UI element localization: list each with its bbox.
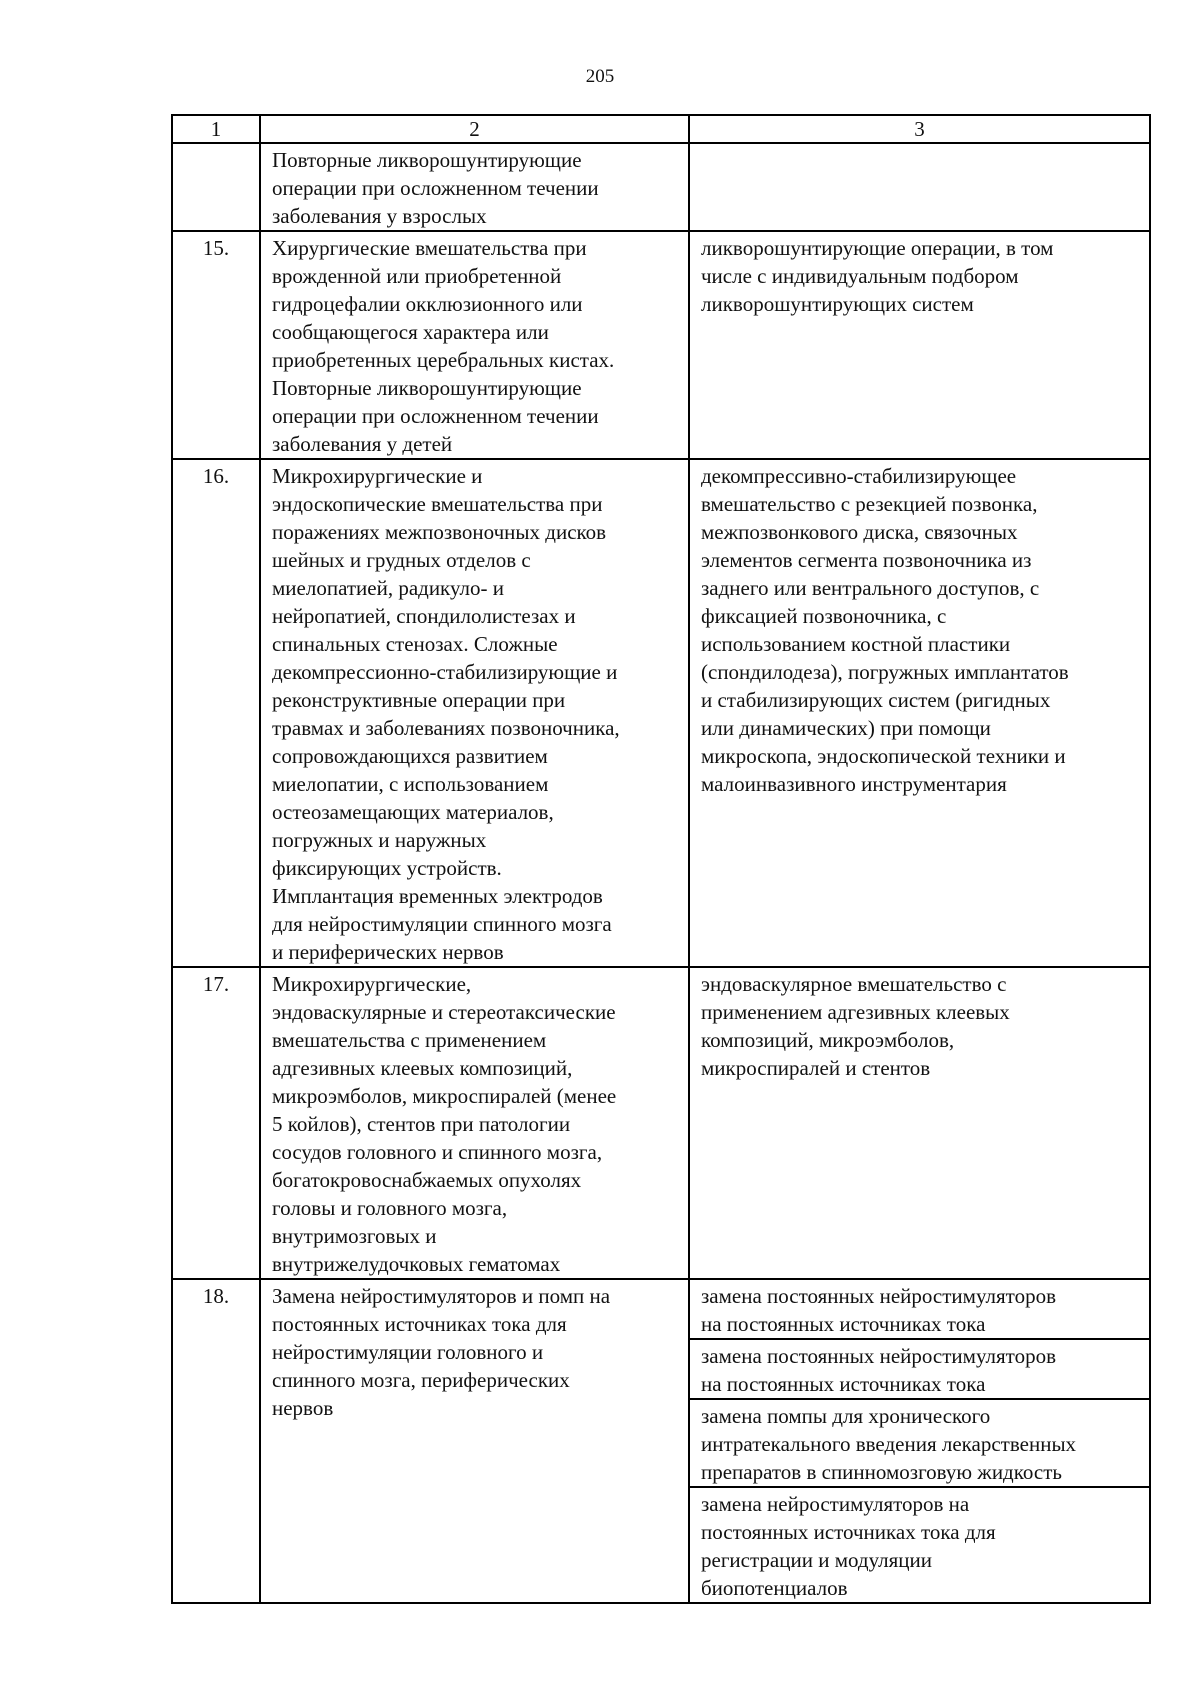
condition-text: Микрохирургические, эндоваскулярные и стереотаксические вмешательства с применением адгезивных клеевых композиций, микроэмболов, микроспиралей (менее 5 койлов), стентов при патологии сосудов головного и спинного мозга, богатокровоснабжаемых опухолях головы и головного мозга, внутримозговых и внутрижелудочковых гематомах	[272, 972, 617, 1276]
condition-cell	[260, 967, 689, 1279]
header-col-1: 1	[172, 115, 260, 143]
condition-cell	[260, 231, 689, 459]
page-number: 205	[585, 66, 615, 87]
condition-text: Микрохирургические и эндоскопические вмешательства при поражениях межпозвоночных дисков шейных и грудных отделов с миелопатией, радикуло- и нейропатией, спондилолистезах и спинальных стенозах. Сложные декомпрессионно-стабилизирующие и реконструктивные операции при травмах и заболеваниях позвоночника, сопровождающихся развитием миелопатии, с использованием остеозамещающих материалов, погружных и наружных фиксирующих устройств. Имплантация временных электродов для нейростимуляции спинного мозга и периферических нервов	[272, 464, 620, 964]
row-number: 18.	[202, 1284, 230, 1308]
row-number-cell	[172, 967, 260, 1279]
row-number-cell	[172, 143, 260, 231]
procedure-cell	[689, 143, 1150, 231]
condition-text: Замена нейростимуляторов и помп на постоянных источниках тока для нейростимуляции головного и спинного мозга, периферических нервов	[272, 1284, 611, 1420]
procedure-text: замена постоянных нейростимуляторов на постоянных источниках тока	[690, 1280, 1149, 1340]
procedure-text: эндоваскулярное вмешательство с применением адгезивных клеевых композиций, микроэмболов, микроспиралей и стентов	[701, 972, 1010, 1080]
condition-text: Хирургические вмешательства при врожденной или приобретенной гидроцефалии окклюзионного или сообщающегося характера или приобретенных церебральных кистах. Повторные ликворошунтирующие операции при осложненном течении заболевания у детей	[272, 236, 615, 456]
row-number-cell	[172, 231, 260, 459]
table-row	[172, 143, 1150, 231]
table-row	[172, 459, 1150, 967]
table-row	[172, 967, 1150, 1279]
procedure-cell	[689, 459, 1150, 967]
table-row	[172, 1279, 1150, 1603]
row-number: 16.	[202, 464, 230, 488]
row-number	[173, 144, 259, 146]
table-header-row	[172, 115, 1150, 143]
condition-cell	[260, 1279, 689, 1603]
procedure-text: замена помпы для хронического интратекального введения лекарственных препаратов в спинномозговую жидкость	[690, 1400, 1149, 1488]
row-number: 15.	[202, 236, 230, 260]
procedure-cell	[689, 1279, 1150, 1603]
row-number-cell	[172, 459, 260, 967]
procedure-text: декомпрессивно-стабилизирующее вмешательство с резекцией позвонка, межпозвонкового диска, связочных элементов сегмента позвоночника из заднего или вентрального доступов, с фиксацией позвоночника, с использованием костной пластики (спондилодеза), погружных имплантатов и стабилизирующих систем (ригидных или динамических) при помощи микроскопа, эндоскопической техники и малоинвазивного инструментария	[701, 464, 1069, 796]
procedure-cell	[689, 967, 1150, 1279]
procedure-text: замена нейростимуляторов на постоянных источниках тока для регистрации и модуляции биопотенциалов	[701, 1492, 996, 1600]
condition-text: Повторные ликворошунтирующие операции при осложненном течении заболевания у взрослых	[272, 148, 599, 228]
procedures-table	[171, 114, 1151, 1604]
header-col-2: 2	[260, 115, 689, 143]
condition-cell	[260, 143, 689, 231]
row-number-cell	[172, 1279, 260, 1603]
condition-cell	[260, 459, 689, 967]
procedure-text: ликворошунтирующие операции, в том числе с индивидуальным подбором ликворошунтирующих систем	[701, 236, 1054, 316]
procedure-text	[690, 144, 1149, 146]
row-number: 17.	[202, 972, 230, 996]
procedure-cell	[689, 231, 1150, 459]
header-col-3: 3	[689, 115, 1150, 143]
table-row	[172, 231, 1150, 459]
procedure-text: замена постоянных нейростимуляторов на постоянных источниках тока	[690, 1340, 1149, 1400]
